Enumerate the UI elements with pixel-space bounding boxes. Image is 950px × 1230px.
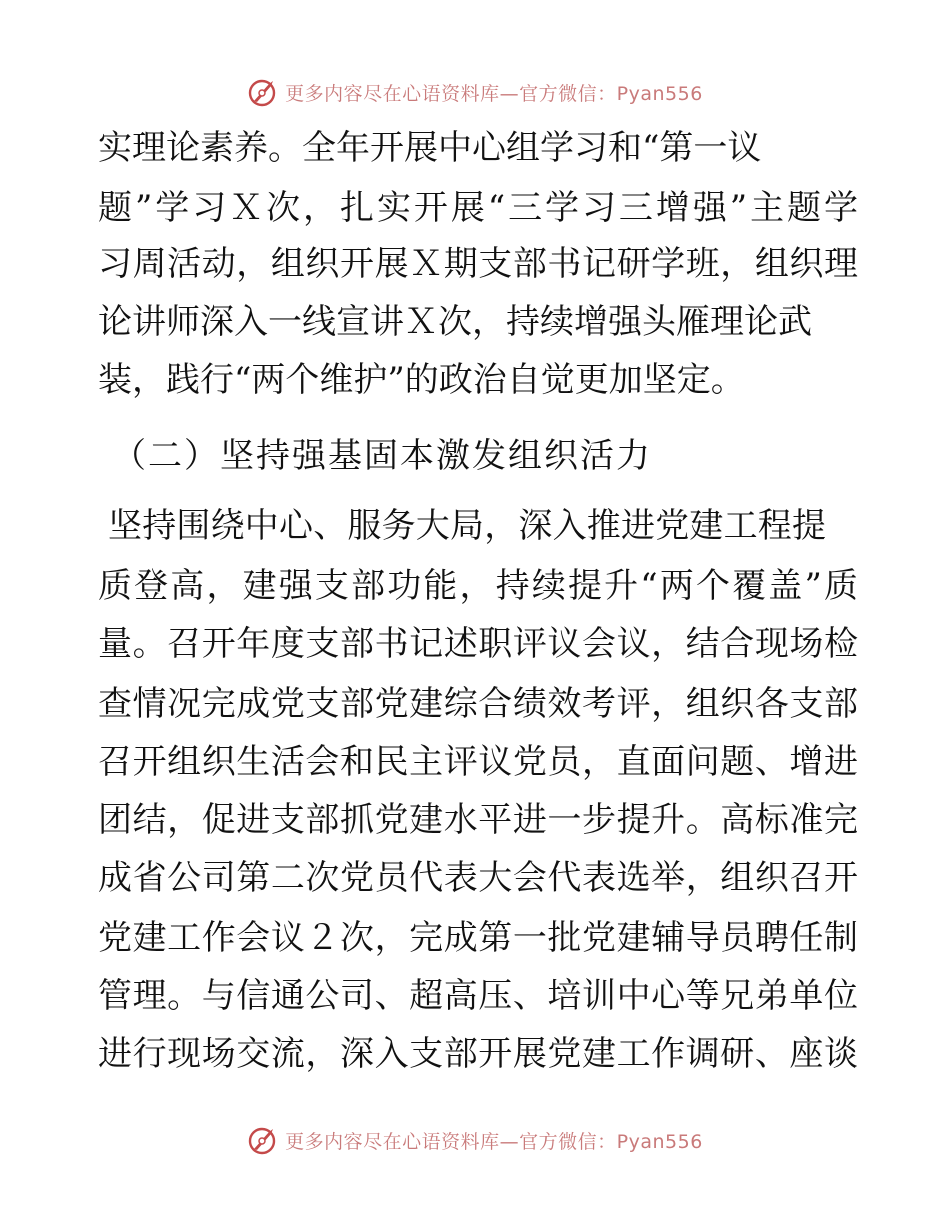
watermark-text: 更多内容尽在心语资料库—官方微信：Pyan556	[285, 82, 703, 105]
footer-watermark	[0, 1118, 950, 1162]
paragraph2-line-3: 量。召开年度支部书记述职评议会议，结合现场检	[98, 624, 858, 664]
paragraph2-line-2: 质登高，建强支部功能，持续提升“两个覆盖”质	[98, 566, 858, 606]
paragraph1-line-1: 实理论素养。全年开展中心组学习和“第一议	[98, 128, 762, 168]
paragraph2-line-5: 召开组织生活会和民主评议党员，直面问题、增进	[98, 742, 858, 782]
paragraph2-line-8: 党建工作会议２次，完成第一批党建辅导员聘任制	[98, 918, 858, 958]
paragraph2-line-6: 团结，促进支部抓党建水平进一步提升。高标准完	[98, 800, 858, 840]
paragraph2-line-10: 进行现场交流，深入支部开展党建工作调研、座谈	[98, 1034, 858, 1074]
paragraph1-line-2: 题”学习Ｘ次，扎实开展“三学习三增强”主题学	[98, 188, 858, 228]
paragraph2-line-9: 管理。与信通公司、超高压、培训中心等兄弟单位	[98, 976, 858, 1016]
paragraph2-line-1: 坚持围绕中心、服务大局，深入推进党建工程提	[108, 506, 826, 546]
watermark-text: 更多内容尽在心语资料库—官方微信：Pyan556	[285, 1130, 703, 1153]
paragraph1-line-4: 论讲师深入一线宣讲Ｘ次，持续增强头雁理论武	[98, 302, 812, 342]
paragraph2-line-4: 查情况完成党支部党建综合绩效考评，组织各支部	[98, 684, 858, 724]
quill-logo-icon	[247, 1124, 279, 1156]
paragraph1-line-5: 装，践行“两个维护”的政治自觉更加坚定。	[98, 360, 745, 400]
paragraph2-line-7: 成省公司第二次党员代表大会代表选举，组织召开	[98, 858, 858, 898]
section-heading-2: （二）坚持强基固本激发组织活力	[112, 436, 652, 476]
paragraph1-line-3: 习周活动，组织开展Ｘ期支部书记研学班，组织理	[98, 244, 858, 284]
